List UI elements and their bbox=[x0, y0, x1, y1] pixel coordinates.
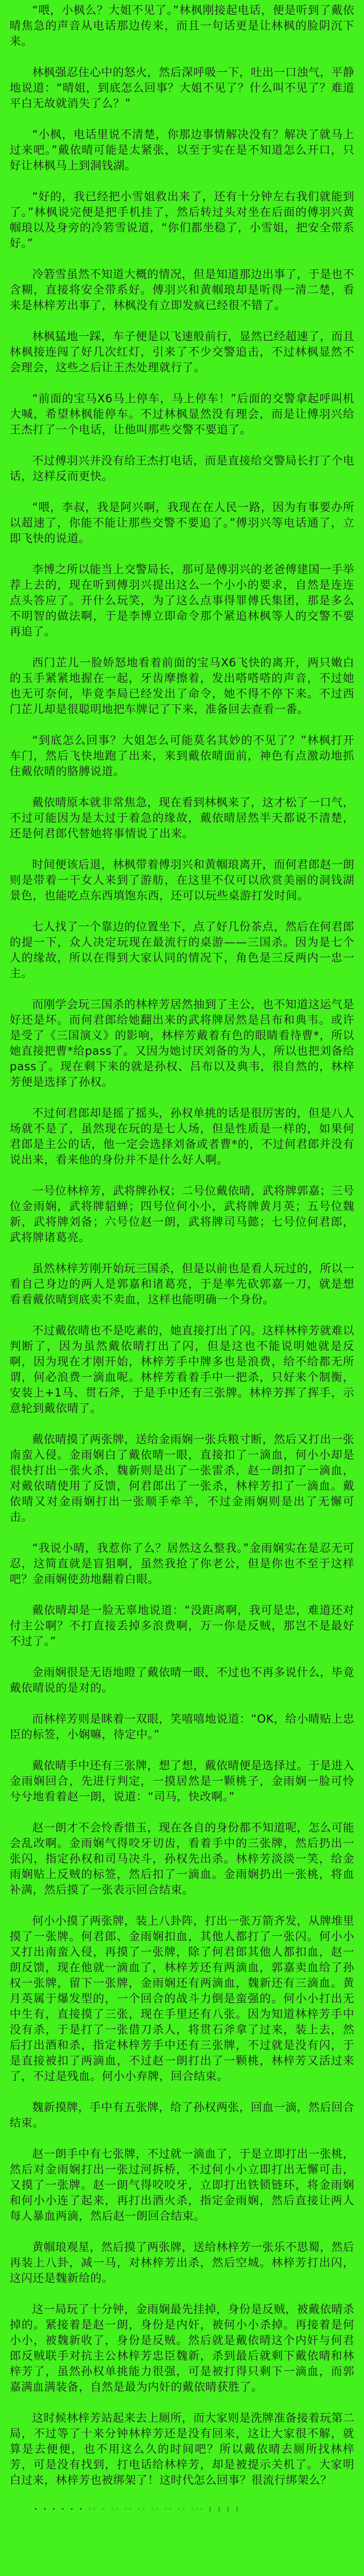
novel-paragraph: “小枫，电话里说不清楚，你那边事情解决没有？解决了就马上过来吧。”戴依晴可能是太紧张，以至于实在是不知道怎么开口，只好让林枫马上到洞钱湖。 bbox=[10, 128, 354, 172]
footer-watermark-marks: • • • • • • ⁖⁖ ⁖ ⁖⁖ ⁖⁖ ⁖⁖ ⁖⁖ ⁖⁖ ⁖⁖ ⁖⁖⁖ | | | | bbox=[34, 2507, 240, 2512]
novel-paragraph: 戴依晴手中还有三张牌，想了想，戴依晴便是选择过。于是进入金雨娴回合，先进行判定，一摸居然是一颗桃子，金雨娴一脸可怜兮兮地看着赵一朗，说道：“司马，快改啊。” bbox=[10, 1759, 354, 1803]
novel-paragraph: 西门芷儿一脸娇怒地看着前面的宝马X6飞快的离开，两只嫩白的玉手紧紧地握在一起，牙齿摩擦着，发出嗒嗒嗒的声音，不过她也无可奈何，毕竟李局已经发出了命令，她不得不停下来。不过西门芷儿却是很聪明地把车牌记了下来，准备回去查看一番。 bbox=[10, 656, 354, 716]
novel-paragraph: 这时候林梓芳站起来去上厕所，而大家则是洗牌准备接着玩第二局，不过等了十来分钟林梓芳还是没有回来，这让大家很不解，就算是去便便，也不用这么久的时间吧？所以戴依晴去厕所找林梓芳，可是没有找到，打电话给林梓芳，却是被提示关机了。大家明白过来，林梓芳也被绑架了！这时代怎么回事？很流行绑架么？ bbox=[10, 2412, 354, 2487]
novel-paragraph: 戴依晴摸了两张牌，送给金雨娴一张兵粮寸断，然后又打出一张南蛮入侵。金雨娴白了戴依晴一眼，直接扣了一滴血，何小小却是很快打出一张火杀，魏新则是出了一张雷杀，赵一朗扣了一滴血，对戴依晴使用了反馈，何君郎出了一张杀，林梓芳扣了一滴血。戴依晴又对金雨娴打出一张顺手牵羊，不过金雨娴则是出了无懈可击。 bbox=[10, 1433, 354, 1523]
novel-paragraph: 虽然林梓芳刚开始玩三国杀，但是以前也是看人玩过的，所以一看自己身边的两人是郭嘉和诸葛亮，于是率先砍郭嘉一刀，就是想看看戴依晴到底卖不卖血，这样也能明确一个身份。 bbox=[10, 1262, 354, 1306]
novel-paragraph: “前面的宝马X6马上停车，马上停车！”后面的交警拿起呼叫机大喊，希望林枫能停车。不过林枫显然没有理会，而是让傅羽兴给王杰打了一个电话，让他叫那些交警不要追了。 bbox=[10, 392, 354, 436]
novel-paragraph: 不过傅羽兴并没有给王杰打电话，而是直接给交警局长打了个电话，这样反而更快。 bbox=[10, 454, 354, 483]
novel-paragraph: “喂，李叔，我是阿兴啊，我现在在人民一路，因为有事要办所以超速了，你能不能让那些交警不要追了。”傅羽兴等电话通了，立即飞快的说道。 bbox=[10, 501, 354, 545]
novel-paragraph: 何小小摸了两张牌，装上八卦阵，打出一张万箭齐发，从牌堆里摸了一张牌。何君郎、金雨娴扣血，其他人都打了一张闪。何小小又打出南蛮入侵，再摸了一张牌，除了何君郎其他人都扣血，赵一朗反馈，现在他就一滴血了，林梓芳还有两滴血，郭嘉卖血给了孙权一张牌，留下一张牌，金雨娴还有两滴血，魏新还有三滴血。黄月英属于爆发型的，一个回合的战斗力倒是蛮强的。何小小打出无中生有，直接摸了三张，现在手里还有八张。因为知道林梓芳手中没有杀，于是打了一张借刀杀人，将贯石斧拿了过来，装上去，然后打出酒和杀，指定林梓芳手中还有三张牌，不过就是没有闪，于是直接被扣了两滴血，不过赵一朗打出了一颗桃，林梓芳又活过来了，不过是残血。何小小弃牌，回合结束。 bbox=[10, 1914, 354, 2083]
novel-paragraph: 黄帼琅观星，然后摸了两张牌，送给林梓芳一张乐不思蜀，然后再装上八卦，减一马，对林梓芳出杀，然后空城。林梓芳打出闪，这闪还是魏新给的。 bbox=[10, 2241, 354, 2285]
novel-paragraph: 不过何君郎却是摇了摇头，孙权单挑的话是很厉害的，但是八人场就不是了，虽然现在玩的是七人场，但是性质是一样的，如果何君郎是主公的话，他一定会选择刘备或者曹*的，不过何君郎并没有说出来，看来他的身份并不是什么好人啊。 bbox=[10, 1107, 354, 1166]
novel-paragraph: 而林梓芳则是眯着一双眼，笑嘻嘻地说道：“OK，给小晴贴上忠臣的标签，小娴嘛，待定中。” bbox=[10, 1713, 354, 1741]
novel-paragraph: 一号位林梓芳，武将牌孙权；二号位戴依晴，武将牌郭嘉；三号位金雨娴，武将牌貂蝉；四号位何小小，武将牌黄月英；五号位魏新，武将牌刘备；六号位赵一朗，武将牌司马懿；七号位何君郎，武将牌诸葛亮。 bbox=[10, 1184, 354, 1244]
novel-paragraph: 不过戴依晴也不是吃素的，她直接打出了闪。这样林梓芳就难以判断了，因为虽然戴依晴打出了闪，但是这也不能说明她就是反啊，因为现在才刚开始，林梓芳手中牌多也是浪费，给不给都无所谓，何必浪费一滴血呢。林梓芳看着手中一把杀，只好来个制衡，安装上+1马、贯石斧，于是手中还有三张牌。林梓芳挥了挥手，示意轮到戴依晴了。 bbox=[10, 1324, 354, 1415]
novel-paragraph: 林枫强忍住心中的怒火，然后深呼吸一下，吐出一口浊气，平静地说道：“晴姐，到底怎么回事？大姐不见了？什么叫不见了？难道平白无故就消失了么？” bbox=[10, 66, 354, 110]
novel-paragraph: 赵一朗手中有七张牌，不过就一滴血了，于是立即打出一张桃，然后对金雨娴打出一张过河拆桥，不过何小小立即打出无懈可击，又摸了一张牌。赵一朗气得咬咬牙，立即打出铁锁链环，将金雨娴和何小小连了起来，再打出酒火杀，指定金雨娴，然后直接让两人每人暴血两滴，然后赵一朗回合结束。 bbox=[10, 2147, 354, 2222]
novel-paragraph: 戴依晴原本就非常焦急，现在看到林枫来了，这才松了一口气，不过可能因为是太过于着急的缘故，戴依晴居然半天都说不清楚，还是何君郎代替她将事情说了出来。 bbox=[10, 796, 354, 840]
novel-paragraph: “我说小晴，我惹你了么？居然这么整我。”金雨娴实在是忍无可忍，这简直就是盲狙啊，虽然我抢了你老公，但是你也不至于这样吧？金雨娴使劲地翻着白眼。 bbox=[10, 1542, 354, 1586]
novel-paragraph: “喂，小枫么？大姐不见了。”林枫刚接起电话，便是听到了戴依晴焦急的声音从电话那边传来，而且一句话更是让林枫的脸阴沉下来。 bbox=[10, 4, 354, 48]
novel-paragraph: 李博之所以能当上交警局长，那可是傅羽兴的老爸傅建国一手举荐上去的，现在听到傅羽兴提出这么一个小小的要求，自然是连连点头答应了。开什么玩笑，为了这么点事得罪傅氏集团，那是多么不明智的做法啊，于是李博立即命令那个紧追林枫等人的交警不要再追了。 bbox=[10, 563, 354, 638]
novel-paragraph: 赵一朗才不会怜香惜玉，现在各自的身份都不知道呢，怎么可能会乱改啊。金雨娴气得咬牙切齿，看着手中的三张牌，然后扔出一张闪，指定孙权和司马决斗，孙权先出杀。林梓芳淡淡一笑，给金雨娴贴上反贼的标签，然后扣了一滴血。金雨娴扔出一张桃，将血补满，然后摸了一张表示回合结束。 bbox=[10, 1821, 354, 1896]
novel-paragraph: 魏新摸牌，手中有五张牌，给了孙权两张，回血一滴，然后回合结束。 bbox=[10, 2101, 354, 2129]
novel-paragraph: 这一局玩了十分钟，金雨娴最先挂掉，身份是反贼，被戴依晴杀掉的。紧接着是赵一朗，身份是内奸，被何小小杀掉。再接着是何小小，被魏新收了，身份是反贼。然后就是戴依晴这个内奸与何君郎反贼联手对抗主公林梓芳忠臣魏新，杀到最后就剩下戴依晴和林梓芳了，虽然孙权单挑能力很强，可是被打得只剩下一滴血，而郭嘉满血满装备，自然是最为内奸的戴依晴获胜了。 bbox=[10, 2303, 354, 2393]
novel-paragraph: 金雨娴很是无语地瞪了戴依晴一眼，不过也不再多说什么，毕竟戴依晴说的是对的。 bbox=[10, 1666, 354, 1694]
novel-paragraph: 林枫猛地一踩，车子便是以飞速般前行，显然已经超速了，而且林枫接连闯了好几次红灯，引来了不少交警追击，不过林枫显然不会理会，这些之后让王杰处理就行了。 bbox=[10, 330, 354, 374]
novel-paragraph: 七人找了一个靠边的位置坐下，点了好几份茶点，然后在何君郎的提一下，众人决定玩现在最流行的桌游——三国杀。因为是七个人的缘故，所以在得到大家认同的情况下，角色是三反两内一忠一主。 bbox=[10, 920, 354, 980]
novel-paragraph: “到底怎么回事？大姐怎么可能莫名其妙的不见了？”林枫打开车门，然后飞快地跑了出来，来到戴依晴面前，神色有点激动地抓住戴依晴的胳膊说道。 bbox=[10, 734, 354, 778]
novel-paragraph: 戴依晴却是一脸无辜地说道：“没距离啊，我可是忠，难道还对付主公啊？不打直接丢掉多浪费啊，万一你是反贼，那岂不是最好不过了。” bbox=[10, 1604, 354, 1648]
novel-paragraph: 而刚学会玩三国杀的林梓芳居然抽到了主公，也不知道这运气是好还是坏。而何君郎给她翻出来的武将牌居然是吕布和典韦。或许是受了《三国演义》的影响，林梓芳戴着有色的眼睛看待曹*，所以她直接把曹*给pass了。又因为她讨厌刘备的为人，所以也把刘备给pass了。现在剩下来的就是孙权、吕布以及典韦，很自然的，林梓芳便是选择了孙权。 bbox=[10, 998, 354, 1088]
novel-paragraph: 时间便该后退，林枫带着傅羽兴和黄帼琅离开，而何君郎赵一朗则是带着一干女人来到了游舫，在这里不仅可以欣赏美丽的洞钱湖景色，也能吃点东西填饱东西，还可以玩些桌游打发时间。 bbox=[10, 858, 354, 902]
novel-paragraph: “好的，我已经把小雪姐救出来了，还有十分钟左右我们就能到了。”林枫说完便是把手机挂了，然后转过头对坐在后面的傅羽兴黄帼琅以及身旁的冷箬雪说道，“你们都坐稳了，小雪姐，把安全带系好。” bbox=[10, 190, 354, 250]
novel-paragraph: 冷箬雪虽然不知道大概的情况，但是知道那边出事了，于是也不含糊，直接将安全带系好。傅羽兴和黄帼琅却是听得一清二楚，看来是林梓芳出事了，林枫没有立即发疯已经很不错了。 bbox=[10, 268, 354, 312]
